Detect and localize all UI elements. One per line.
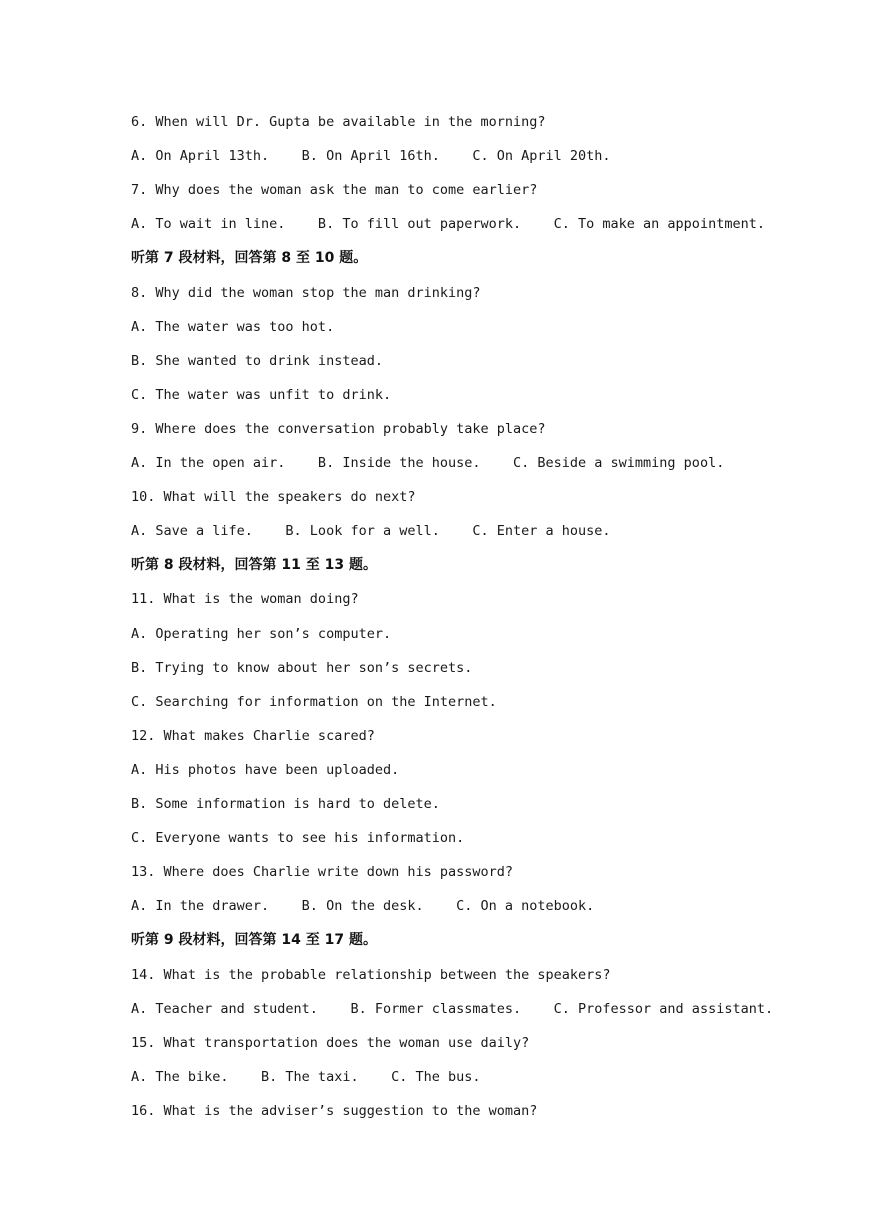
question-text: 9. Where does the conversation probably take place? xyxy=(131,421,546,437)
question-text: 6. When will Dr. Gupta be available in the morning? xyxy=(131,114,546,130)
answer-options: A. On April 13th. B. On April 16th. C. On April 20th. xyxy=(131,148,611,164)
answer-options: A. Operating her son’s computer. xyxy=(131,626,392,642)
answer-options: A. In the drawer. B. On the desk. C. On a notebook. xyxy=(131,898,595,914)
question-text: 12. What makes Charlie scared? xyxy=(131,728,375,744)
question-text: 8. Why did the woman stop the man drinking? xyxy=(131,285,481,301)
answer-options: A. The bike. B. The taxi. C. The bus. xyxy=(131,1069,481,1085)
section-heading: 听第 9 段材料，回答第 14 至 17 题。 xyxy=(131,932,377,948)
answer-options: A. Save a life. B. Look for a well. C. Enter a house. xyxy=(131,523,611,539)
question-text: 16. What is the adviser’s suggestion to the woman? xyxy=(131,1103,538,1119)
question-text: 11. What is the woman doing? xyxy=(131,591,359,607)
section-heading: 听第 8 段材料，回答第 11 至 13 题。 xyxy=(131,557,377,573)
question-text: 10. What will the speakers do next? xyxy=(131,489,416,505)
answer-options: A. Teacher and student. B. Former classmates. C. Professor and assistant. xyxy=(131,1001,774,1017)
answer-options: A. In the open air. B. Inside the house. C. Beside a swimming pool. xyxy=(131,455,725,471)
answer-options: B. She wanted to drink instead. xyxy=(131,353,383,369)
answer-options: A. To wait in line. B. To fill out paperwork. C. To make an appointment. xyxy=(131,216,765,232)
section-heading: 听第 7 段材料，回答第 8 至 10 题。 xyxy=(131,250,368,266)
answer-options: C. Everyone wants to see his information. xyxy=(131,830,465,846)
answer-options: A. His photos have been uploaded. xyxy=(131,762,400,778)
answer-options: B. Some information is hard to delete. xyxy=(131,796,440,812)
answer-options: A. The water was too hot. xyxy=(131,319,335,335)
question-text: 14. What is the probable relationship between the speakers? xyxy=(131,967,611,983)
answer-options: C. The water was unfit to drink. xyxy=(131,387,392,403)
question-text: 7. Why does the woman ask the man to come earlier? xyxy=(131,182,538,198)
question-text: 13. Where does Charlie write down his password? xyxy=(131,864,514,880)
answer-options: B. Trying to know about her son’s secrets. xyxy=(131,660,473,676)
question-text: 15. What transportation does the woman use daily? xyxy=(131,1035,530,1051)
answer-options: C. Searching for information on the Internet. xyxy=(131,694,497,710)
